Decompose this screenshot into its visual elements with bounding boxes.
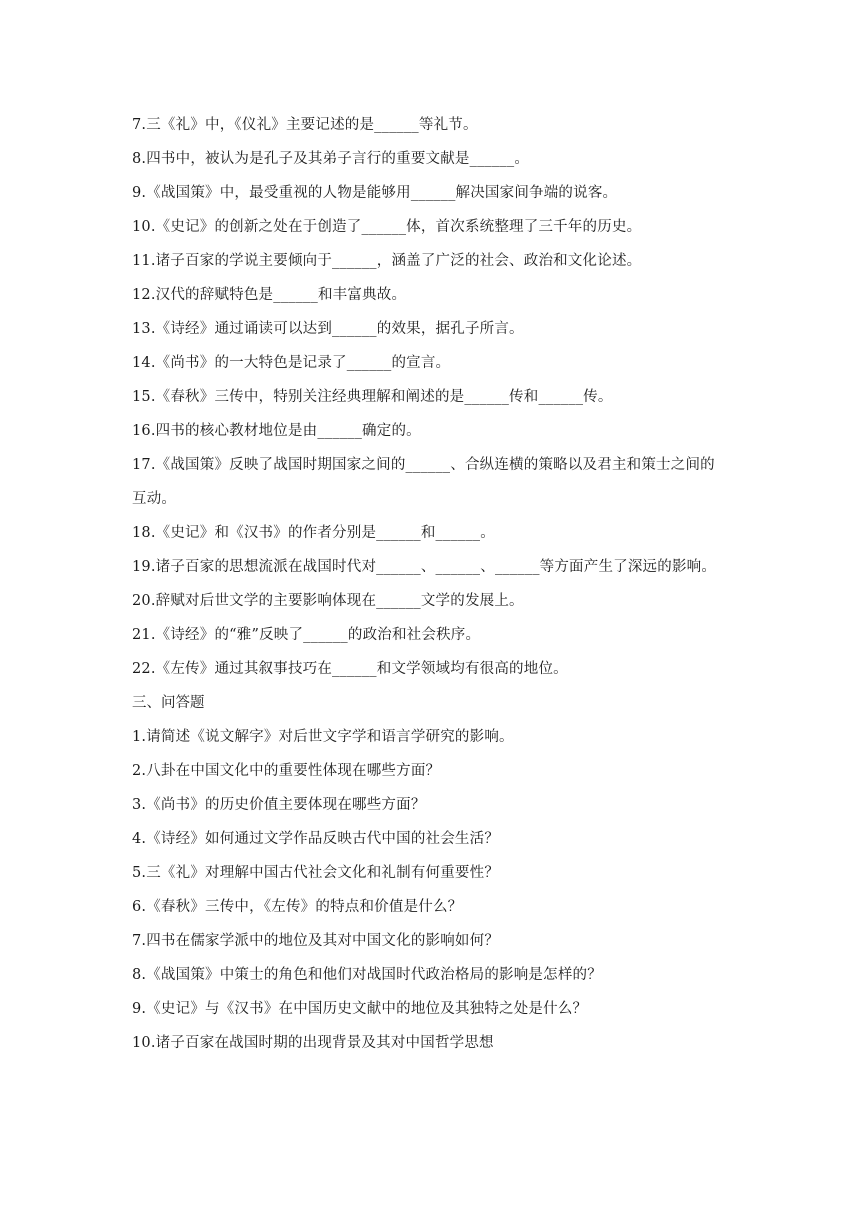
blank-question-17-line1: 17.《战国策》反映了战国时期国家之间的______、合纵连横的策略以及君主和策士之间的 — [132, 457, 715, 473]
blank-question-16: 16.四书的核心教材地位是由______确定的。 — [132, 423, 421, 439]
blank-question-22: 22.《左传》通过其叙事技巧在______和文学领域均有很高的地位。 — [132, 661, 568, 677]
qa-question-9: 9.《史记》与《汉书》在中国历史文献中的地位及其独特之处是什么？ — [132, 1001, 588, 1017]
qa-question-8: 8.《战国策》中策士的角色和他们对战国时代政治格局的影响是怎样的？ — [132, 967, 602, 983]
blank-question-17-line2: 互动。 — [132, 491, 177, 507]
qa-question-5: 5.三《礼》对理解中国古代社会文化和礼制有何重要性？ — [132, 865, 500, 881]
qa-question-6: 6.《春秋》三传中，《左传》的特点和价值是什么？ — [132, 899, 463, 915]
blank-question-19: 19.诸子百家的思想流派在战国时代对______、______、______等方面产生了深远的影响。 — [132, 559, 717, 575]
blank-question-21: 21.《诗经》的“雅”反映了______的政治和社会秩序。 — [132, 627, 481, 643]
section-title-qa: 三、问答题 — [132, 695, 205, 711]
blank-question-20: 20.辞赋对后世文学的主要影响体现在______文学的发展上。 — [132, 593, 524, 609]
blank-question-11: 11.诸子百家的学说主要倾向于______，涵盖了广泛的社会、政治和文化论述。 — [132, 253, 642, 269]
qa-question-4: 4.《诗经》如何通过文学作品反映古代中国的社会生活？ — [132, 831, 500, 847]
fill-in-blank-list — [132, 108, 752, 686]
blank-question-15: 15.《春秋》三传中，特别关注经典理解和阐述的是______传和______传。 — [132, 389, 613, 405]
blank-question-12: 12.汉代的辞赋特色是______和丰富典故。 — [132, 287, 407, 303]
blank-question-9: 9.《战国策》中，最受重视的人物是能够用______解决国家间争端的说客。 — [132, 185, 618, 201]
document-page — [132, 108, 752, 1060]
blank-question-10: 10.《史记》的创新之处在于创造了______体，首次系统整理了三千年的历史。 — [132, 219, 642, 235]
qa-question-1: 1.请简述《说文解字》对后世文字学和语言学研究的影响。 — [132, 729, 514, 745]
qa-question-2: 2.八卦在中国文化中的重要性体现在哪些方面？ — [132, 763, 441, 779]
qa-question-10: 10.诸子百家在战国时期的出现背景及其对中国哲学思想 — [132, 1035, 494, 1051]
qa-question-list — [132, 720, 752, 1060]
blank-question-18: 18.《史记》和《汉书》的作者分别是______和______。 — [132, 525, 495, 541]
blank-question-13: 13.《诗经》通过诵读可以达到______的效果，据孔子所言。 — [132, 321, 524, 337]
blank-question-7: 7.三《礼》中，《仪礼》主要记述的是______等礼节。 — [132, 117, 478, 133]
blank-question-14: 14.《尚书》的一大特色是记录了______的宣言。 — [132, 355, 451, 371]
qa-question-7: 7.四书在儒家学派中的地位及其对中国文化的影响如何？ — [132, 933, 500, 949]
blank-question-8: 8.四书中，被认为是孔子及其弟子言行的重要文献是______。 — [132, 151, 530, 167]
qa-question-3: 3.《尚书》的历史价值主要体现在哪些方面？ — [132, 797, 426, 813]
